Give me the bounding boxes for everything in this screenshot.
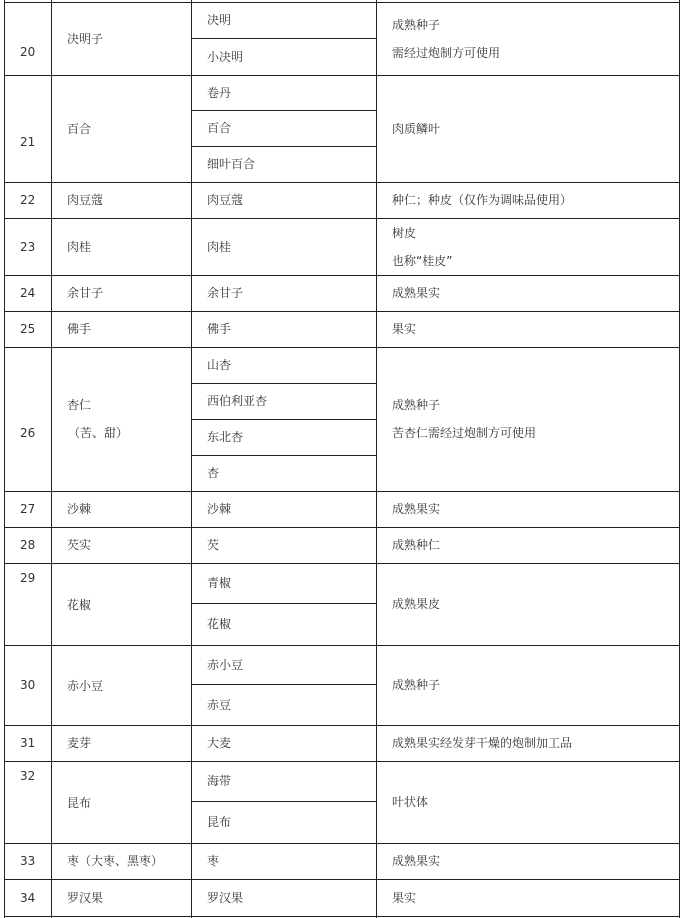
- grid-subrow-line: [191, 801, 377, 802]
- grid-row-line: [4, 916, 680, 917]
- herb-name: 百合: [67, 122, 92, 136]
- variety-name: 百合: [207, 121, 232, 135]
- grid-row-line: [4, 645, 680, 646]
- row-number: 33: [20, 854, 36, 868]
- used-part: 成熟种仁: [392, 538, 441, 552]
- row-number: 32: [20, 769, 36, 783]
- herb-name: 肉桂: [67, 239, 92, 254]
- used-part: 树皮: [392, 225, 417, 240]
- row-number: 28: [20, 538, 36, 552]
- row-number: 30: [20, 678, 36, 692]
- grid-subrow-line: [191, 146, 377, 147]
- row-number: 23: [20, 239, 36, 254]
- herb-name: 赤小豆: [67, 679, 104, 693]
- grid-column-line: [376, 0, 377, 918]
- grid-column-line: [51, 0, 52, 918]
- herb-name: 罗汉果: [67, 890, 104, 905]
- row-number: 24: [20, 286, 36, 300]
- herb-name: 余甘子: [67, 286, 104, 300]
- used-part: 肉质鳞叶: [392, 121, 441, 136]
- used-part: 需经过炮制方可使用: [392, 45, 501, 60]
- grid-column-line: [679, 0, 680, 918]
- variety-name: 青椒: [207, 576, 232, 590]
- variety-name: 沙棘: [207, 502, 232, 516]
- grid-subrow-line: [191, 684, 377, 685]
- herb-name: 麦芽: [67, 736, 92, 750]
- variety-name: 肉桂: [207, 239, 232, 254]
- variety-name: 佛手: [207, 322, 232, 336]
- grid-row-line: [4, 563, 680, 564]
- grid-subrow-line: [191, 455, 377, 456]
- used-part: 成熟果皮: [392, 597, 441, 611]
- herb-name: 花椒: [67, 598, 92, 612]
- grid-subrow-line: [191, 383, 377, 384]
- grid-row-line: [4, 275, 680, 276]
- variety-name: 决明: [207, 13, 232, 27]
- grid-row-line: [4, 761, 680, 762]
- variety-name: 细叶百合: [207, 157, 256, 171]
- grid-row-line: [4, 725, 680, 726]
- herb-name: 肉豆蔻: [67, 193, 104, 207]
- grid-row-line: [4, 879, 680, 880]
- variety-name: 赤豆: [207, 697, 232, 712]
- row-number: 29: [20, 571, 36, 585]
- grid-subrow-line: [191, 419, 377, 420]
- used-part: 种仁；种皮（仅作为调味品使用）: [392, 193, 573, 207]
- grid-row-line: [4, 75, 680, 76]
- variety-name: 赤小豆: [207, 657, 244, 672]
- variety-name: 余甘子: [207, 286, 244, 300]
- row-number: 34: [20, 890, 36, 905]
- variety-name: 肉豆蔻: [207, 193, 244, 207]
- row-number: 21: [20, 135, 36, 149]
- used-part: 果实: [392, 322, 417, 336]
- grid-row-line: [4, 843, 680, 844]
- variety-name: 大麦: [207, 736, 232, 750]
- variety-name: 花椒: [207, 617, 232, 631]
- herb-name: 佛手: [67, 322, 92, 336]
- variety-name: 枣: [207, 854, 220, 868]
- grid-row-line: [4, 311, 680, 312]
- used-part: 果实: [392, 890, 417, 905]
- herb-name: 昆布: [67, 796, 92, 810]
- herb-name: 沙棘: [67, 502, 92, 516]
- variety-name: 海带: [207, 774, 232, 788]
- grid-column-line: [4, 0, 5, 918]
- row-number: 27: [20, 502, 36, 516]
- grid-subrow-line: [191, 110, 377, 111]
- grid-row-line: [4, 2, 680, 3]
- variety-name: 山杏: [207, 358, 232, 372]
- used-part: 成熟种子: [392, 398, 441, 412]
- used-part: 成熟种子: [392, 678, 441, 692]
- used-part: 成熟果实: [392, 286, 441, 300]
- herb-name: 决明子: [67, 32, 104, 46]
- variety-name: 昆布: [207, 815, 232, 829]
- variety-name: 卷丹: [207, 85, 232, 100]
- herb-name: 芡实: [67, 538, 92, 552]
- used-part: 苦杏仁需经过炮制方可使用: [392, 426, 537, 440]
- herb-name: （苦、甜）: [68, 426, 129, 440]
- used-part: 也称“桂皮”: [392, 253, 453, 268]
- row-number: 31: [20, 736, 36, 750]
- variety-name: 西伯利亚杏: [207, 394, 268, 408]
- grid-row-line: [4, 218, 680, 219]
- variety-name: 东北杏: [207, 430, 244, 444]
- grid-row-line: [4, 182, 680, 183]
- used-part: 成熟果实经发芽干燥的炮制加工品: [392, 736, 573, 750]
- used-part: 成熟种子: [392, 17, 441, 32]
- variety-name: 罗汉果: [207, 890, 244, 905]
- row-number: 22: [20, 193, 36, 207]
- herb-name: 枣（大枣、黑枣）: [67, 854, 164, 868]
- grid-column-line: [191, 0, 192, 918]
- grid-row-line: [4, 527, 680, 528]
- variety-name: 杏: [207, 466, 220, 480]
- grid-row-line: [4, 347, 680, 348]
- used-part: 叶状体: [392, 795, 429, 809]
- variety-name: 芡: [207, 538, 220, 552]
- row-number: 25: [20, 322, 36, 336]
- used-part: 成熟果实: [392, 854, 441, 868]
- row-number: 26: [20, 426, 36, 440]
- herb-name: 杏仁: [67, 398, 92, 412]
- variety-name: 小决明: [207, 49, 244, 64]
- grid-subrow-line: [191, 603, 377, 604]
- used-part: 成熟果实: [392, 502, 441, 516]
- grid-subrow-line: [191, 38, 377, 39]
- grid-row-line: [4, 491, 680, 492]
- row-number: 20: [20, 45, 36, 59]
